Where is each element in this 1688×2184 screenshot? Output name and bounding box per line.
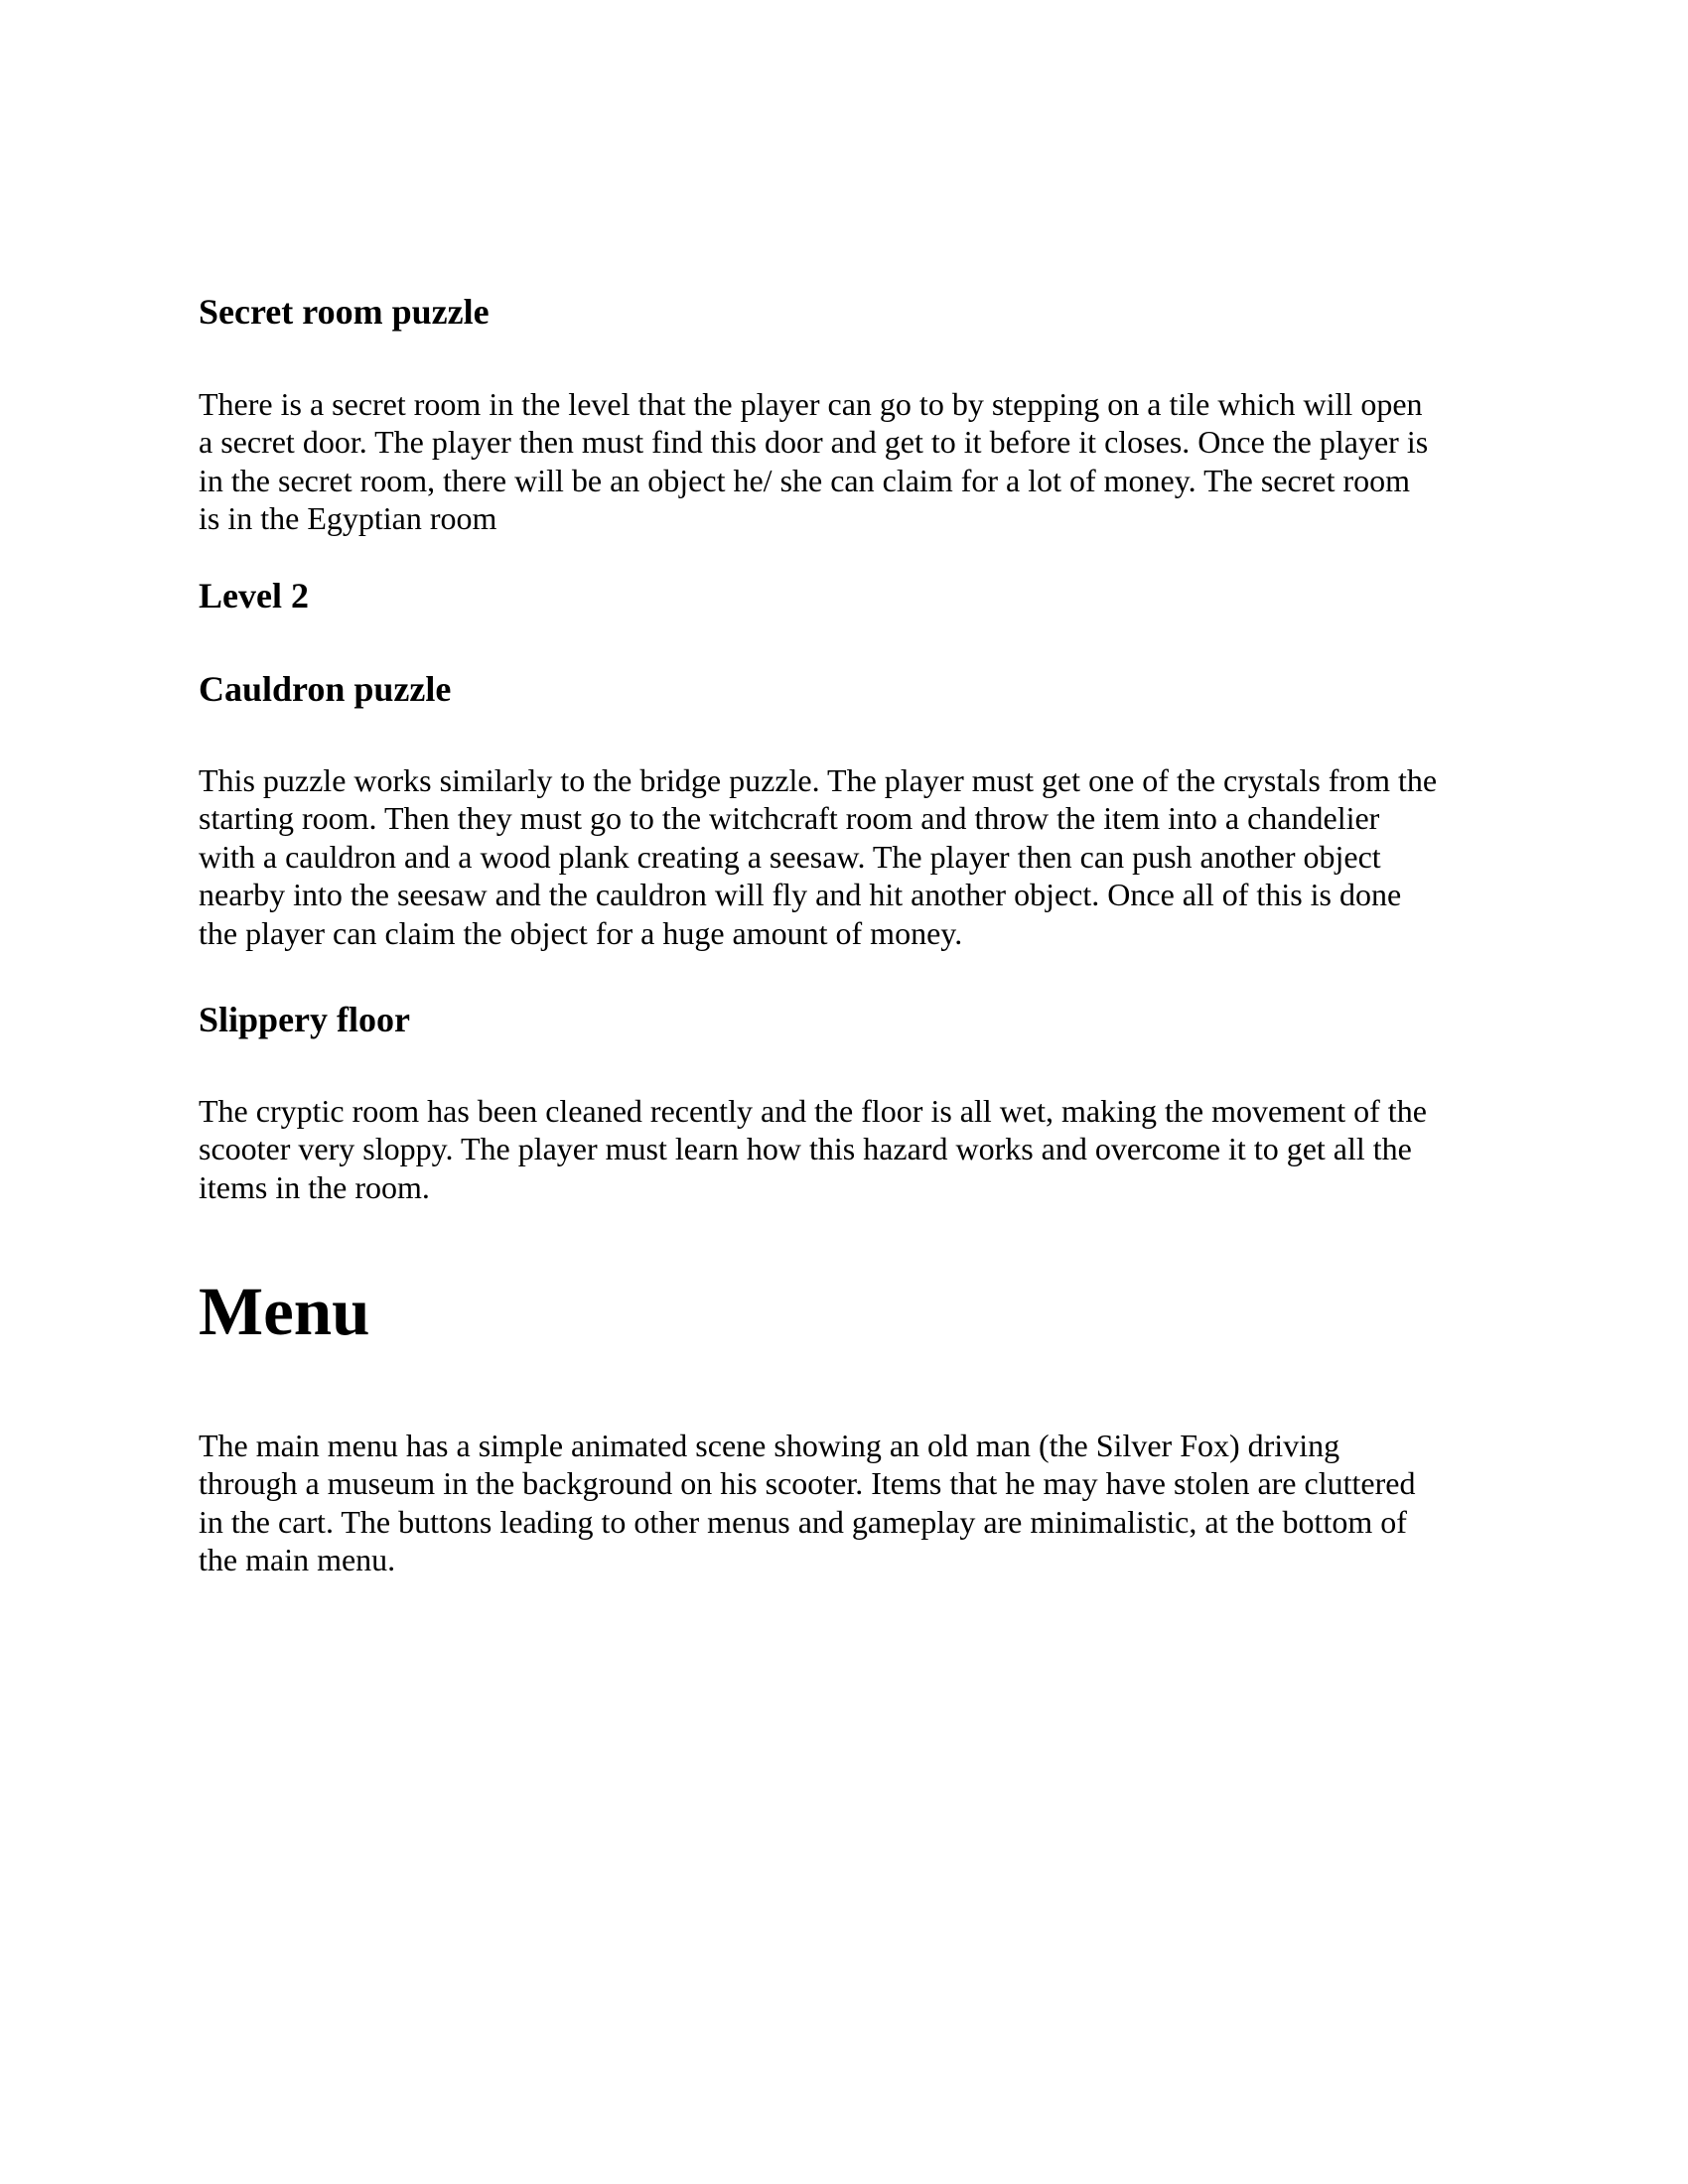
- heading-secret-room-puzzle: Secret room puzzle: [199, 292, 490, 332]
- text-line: with a cauldron and a wood plank creating a seesaw. The player then can push another object: [199, 838, 1381, 875]
- text-line: in the secret room, there will be an object he/ she can claim for a lot of money. The secret room: [199, 462, 1410, 498]
- text-line: through a museum in the background on his scooter. Items that he may have stolen are cluttered: [199, 1465, 1416, 1502]
- text-line: the player can claim the object for a huge amount of money.: [199, 914, 963, 951]
- paragraph-secret-room: [199, 385, 1489, 538]
- text-line: scooter very sloppy. The player must learn how this hazard works and overcome it to get all the: [199, 1131, 1412, 1167]
- text-line: a secret door. The player then must find this door and get to it before it closes. Once the player is: [199, 424, 1429, 461]
- paragraph-cauldron: [199, 761, 1489, 952]
- text-line: the main menu.: [199, 1542, 396, 1578]
- paragraph-slippery-floor: [199, 1092, 1489, 1206]
- text-line: is in the Egyptian room: [199, 500, 497, 537]
- text-line: This puzzle works similarly to the bridge puzzle. The player must get one of the crystals from the: [199, 762, 1438, 798]
- text-line: The cryptic room has been cleaned recently and the floor is all wet, making the movement of the: [199, 1093, 1427, 1129]
- text-line: The main menu has a simple animated scene showing an old man (the Silver Fox) driving: [199, 1428, 1340, 1463]
- text-line: starting room. Then they must go to the witchcraft room and throw the item into a chandelier: [199, 800, 1380, 837]
- heading-cauldron-puzzle: Cauldron puzzle: [199, 669, 452, 709]
- text-line: nearby into the seesaw and the cauldron will fly and hit another object. Once all of this is done: [199, 877, 1402, 913]
- text-line: There is a secret room in the level that the player can go to by stepping on a tile which will open: [199, 386, 1423, 422]
- heading-menu: Menu: [199, 1274, 370, 1349]
- heading-slippery-floor: Slippery floor: [199, 1000, 410, 1039]
- heading-level-2: Level 2: [199, 576, 309, 615]
- text-line: in the cart. The buttons leading to other menus and gameplay are minimalistic, at the bottom of: [199, 1503, 1407, 1540]
- text-line: items in the room.: [199, 1168, 430, 1205]
- paragraph-menu: [199, 1427, 1489, 1579]
